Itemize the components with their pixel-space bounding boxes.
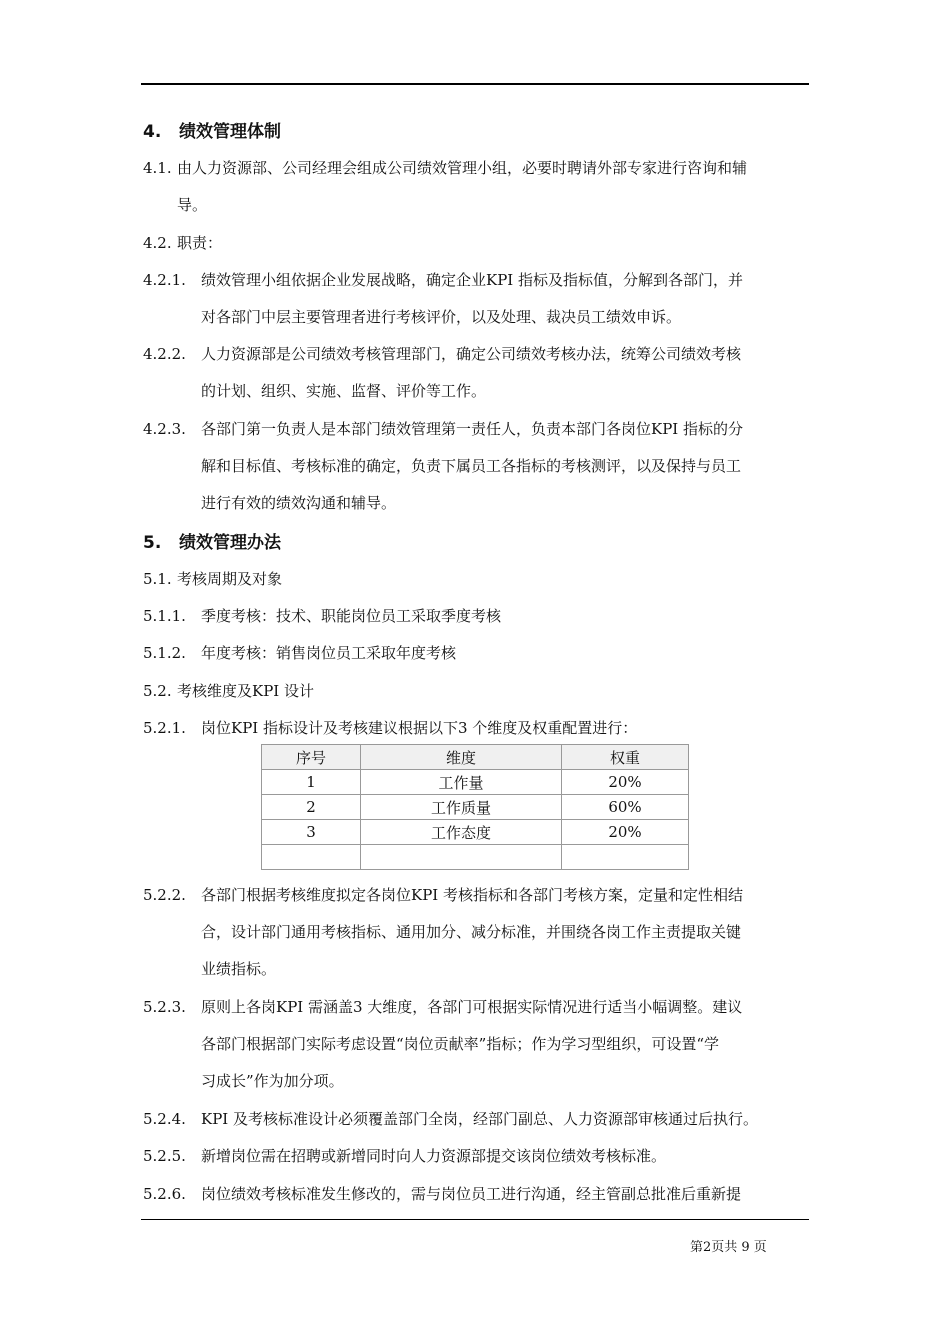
item-text: 新增岗位需在招聘或新增同时向人力资源部提交该岗位绩效考核标准。 — [201, 1147, 667, 1165]
section-5-number: 5. — [143, 533, 162, 553]
item-number: 5.2.4. — [143, 1110, 186, 1128]
item-5-1-2 — [143, 642, 456, 663]
table-row — [262, 770, 689, 795]
item-number: 4.2.1. — [143, 271, 186, 289]
item-number: 4.1. — [143, 159, 172, 177]
header-rule — [141, 83, 809, 85]
table-row — [262, 820, 689, 845]
table-cell — [562, 845, 689, 870]
table-cell — [361, 845, 562, 870]
table-cell: 工作量 — [361, 770, 562, 795]
table-cell: 20% — [562, 820, 689, 845]
item-4-1 — [143, 157, 747, 178]
item-text: 绩效管理小组依据企业发展战略，确定企业KPI 指标及指标值，分解到各部门，并 — [201, 271, 743, 289]
item-text: 考核周期及对象 — [177, 570, 283, 588]
item-5-2-2 — [143, 884, 743, 905]
table-header-cell: 权重 — [562, 745, 689, 770]
item-number: 4.2.3. — [143, 420, 186, 438]
item-text: 原则上各岗KPI 需涵盖3 大维度，各部门可根据实际情况进行适当小幅调整。建议 — [201, 998, 743, 1016]
item-5-2-2-cont1: 合，设计部门通用考核指标、通用加分、减分标准，并围绕各岗工作主责提取关键 — [201, 923, 742, 941]
section-4-number: 4. — [143, 122, 162, 142]
item-5-2 — [143, 680, 314, 701]
item-5-1 — [143, 568, 282, 589]
item-4-1-cont: 导。 — [177, 196, 208, 214]
item-5-2-5 — [143, 1145, 666, 1166]
table-cell: 3 — [262, 820, 361, 845]
item-5-2-3-cont2: 习成长”作为加分项。 — [201, 1072, 344, 1090]
section-5-heading — [143, 528, 281, 553]
kpi-weight-table — [261, 744, 689, 870]
item-number: 5.2. — [143, 682, 172, 700]
table-cell: 工作态度 — [361, 820, 562, 845]
item-5-2-6 — [143, 1183, 741, 1204]
table-cell — [262, 845, 361, 870]
section-5-title: 绩效管理办法 — [179, 533, 281, 553]
item-number: 5.2.5. — [143, 1147, 186, 1165]
table-header-cell: 维度 — [361, 745, 562, 770]
footer-rule — [141, 1219, 809, 1220]
section-4-heading — [143, 117, 281, 142]
table-cell: 1 — [262, 770, 361, 795]
table-cell: 2 — [262, 795, 361, 820]
item-5-2-2-cont2: 业绩指标。 — [201, 960, 277, 978]
item-text: 考核维度及KPI 设计 — [177, 682, 314, 700]
item-text: 年度考核：销售岗位员工采取年度考核 — [201, 644, 457, 662]
item-text: 岗位KPI 指标设计及考核建议根据以下3 个维度及权重配置进行： — [201, 719, 638, 737]
table-cell: 20% — [562, 770, 689, 795]
item-number: 5.1. — [143, 570, 172, 588]
table-header-cell: 序号 — [262, 745, 361, 770]
item-text: 季度考核：技术、职能岗位员工采取季度考核 — [201, 607, 502, 625]
table-row — [262, 795, 689, 820]
item-text: 岗位绩效考核标准发生修改的，需与岗位员工进行沟通，经主管副总批准后重新提 — [201, 1185, 742, 1203]
table-row — [262, 845, 689, 870]
item-text: KPI 及考核标准设计必须覆盖部门全岗，经部门副总、人力资源部审核通过后执行。 — [201, 1110, 758, 1128]
item-4-2 — [143, 232, 222, 253]
item-number: 5.2.2. — [143, 886, 186, 904]
item-number: 5.1.2. — [143, 644, 186, 662]
table-cell: 工作质量 — [361, 795, 562, 820]
item-text: 各部门第一负责人是本部门绩效管理第一责任人，负责本部门各岗位KPI 指标的分 — [201, 420, 743, 438]
item-4-2-3-cont1: 解和目标值、考核标准的确定，负责下属员工各指标的考核测评，以及保持与员工 — [201, 457, 742, 475]
table-cell: 60% — [562, 795, 689, 820]
item-4-2-3 — [143, 418, 743, 439]
item-4-2-1-cont: 对各部门中层主要管理者进行考核评价，以及处理、裁决员工绩效申诉。 — [201, 308, 682, 326]
item-4-2-3-cont2: 进行有效的绩效沟通和辅导。 — [201, 494, 397, 512]
item-text: 人力资源部是公司绩效考核管理部门，确定公司绩效考核办法，统筹公司绩效考核 — [201, 345, 742, 363]
item-5-2-3-cont1: 各部门根据部门实际考虑设置“岗位贡献率”指标；作为学习型组织，可设置“学 — [201, 1035, 720, 1053]
section-4-title: 绩效管理体制 — [179, 122, 281, 142]
item-5-1-1 — [143, 605, 501, 626]
item-4-2-2 — [143, 343, 741, 364]
item-number: 4.2.2. — [143, 345, 186, 363]
item-number: 5.2.3. — [143, 998, 186, 1016]
item-number: 5.2.6. — [143, 1185, 186, 1203]
item-text: 职责： — [177, 234, 223, 252]
item-5-2-1 — [143, 717, 637, 738]
item-5-2-4 — [143, 1108, 758, 1129]
page-number: 第2页共 9 页 — [690, 1240, 767, 1255]
item-4-2-1 — [143, 269, 743, 290]
item-number: 4.2. — [143, 234, 172, 252]
item-text: 由人力资源部、公司经理会组成公司绩效管理小组，必要时聘请外部专家进行咨询和辅 — [177, 159, 748, 177]
item-number: 5.1.1. — [143, 607, 186, 625]
item-number: 5.2.1. — [143, 719, 186, 737]
item-4-2-2-cont: 的计划、组织、实施、监督、评价等工作。 — [201, 382, 487, 400]
item-5-2-3 — [143, 996, 742, 1017]
table-header-row — [262, 745, 689, 770]
item-text: 各部门根据考核维度拟定各岗位KPI 考核指标和各部门考核方案，定量和定性相结 — [201, 886, 743, 904]
